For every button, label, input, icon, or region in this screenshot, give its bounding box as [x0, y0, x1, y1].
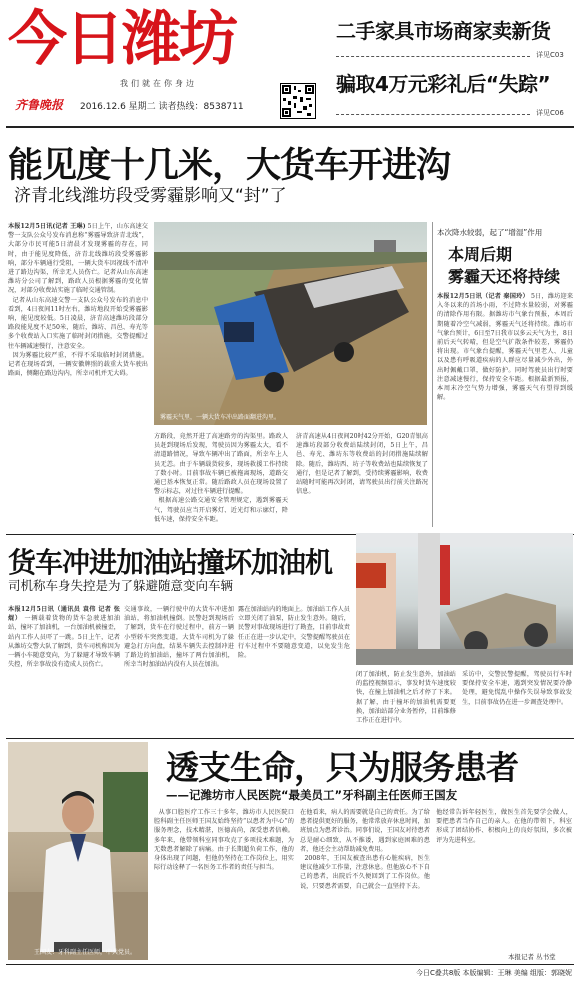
- story3-paragraph: 交通事故，一辆行驶中的大货车冲进加油站，将加油机撞倒。民警赶到现场后了解到，货车在行驶过程中，前方一辆小型轿车突然变道，大货车司机为了躲避急打方向盘，结果车辆失去控制冲进了路边的加油站，撞坏了两台加油机，所幸当时加油站内没有人员在加油。: [124, 606, 234, 669]
- story4-paragraph: 从事口腔医疗工作三十多年，潍坊市人民医院口腔科副主任医师王国友始终坚持“以患者为中心”的服务理念，技术精湛，医德高尚，深受患者信赖。多年来，他带领科室同事攻克了多项技术难题，为无数患者解除了病痛。由于长期超负荷工作，他的身体出现了问题，但他仍坚持在工作岗位上，用实际行动诠释了一名医务工作者的责任与担当。: [154, 809, 294, 872]
- date-line: 2016.12.6 星期二 读者热线：8538711: [80, 102, 244, 112]
- story2-column-divider: [432, 222, 433, 527]
- story3-body-col1: [8, 605, 120, 735]
- paper-name: 齐鲁晚报: [15, 98, 64, 112]
- story3-headline: 货车冲进加油站撞坏加油机: [8, 546, 333, 579]
- story4-body-col3: [436, 808, 572, 948]
- teaser-2-ref[interactable]: 详见C06: [536, 109, 564, 117]
- masthead-title: 今日潍坊: [8, 4, 237, 73]
- story2-paragraph: 5日，潍坊迎来入冬以来的首场小雨，不过降水量较弱，对雾霾的清除作用有限。据潍坊市气象台预报，本周后期随着冷空气减弱，雾霾天气还将持续。潍坊市气象台预计，6日至7日我市以多云天气为主，8日前后天气转晴，但是空气扩散条件较差，雾霾仍将出现。市气象台提醒，雾霾天气里老人、儿童以及患有呼吸道疾病的人群应尽量减少外出，外出时佩戴口罩，做好防护。同时驾驶员出行时要注意减速慢行，保持安全车距。根据最新预报，本周末冷空气势力增强，雾霾天气有望得到缓解。: [437, 293, 573, 402]
- story1-paragraph: 因为雾霾比较严重，不得不采取临时封闭措施。记者在现场看到，一辆安徽牌照的载重大货车驶出路面，侧翻在路边沟内，所幸司机并无大碍。: [8, 351, 148, 378]
- teaser-2[interactable]: 骗取4万元彩礼后“失踪”: [336, 72, 551, 96]
- teaser-1[interactable]: 二手家具市场商家卖新货: [336, 19, 551, 43]
- story4-body-col1: [154, 808, 294, 964]
- masthead-rule: [6, 126, 574, 128]
- story3-body-col5: [462, 670, 572, 735]
- story1-body-left: [8, 222, 148, 532]
- story4-photo-caption: 王国友：牙科副主任医师，中共党员。: [34, 949, 137, 956]
- story3-paragraph: 采访中，交警民警提醒，驾驶员行车时要保持安全车速，遇到突发情况要冷静处理，避免慌乱中操作失误导致事故发生，目前事故仍在进一步调查处理中。: [462, 671, 572, 706]
- story1-paragraph: 5日上午，山东高速交警一支队公众号发布消息称“雾霾导致济青北线”，大部分市民可能5日清晨才发现雾霾的存在，同时，由于能见度降低，济青北线潍坊段受雾霾影响，部分车辆通行受阻，一辆大货车因视线不清冲进了路边沟渠，所幸无人员伤亡。记者从山东高速潍坊分公司了解到，路政人员根据雾霾的变化情况，对部分收费站实施了临时交通管制。: [8, 223, 148, 295]
- footer-rule: [6, 964, 574, 965]
- story4-body-col2: [300, 808, 430, 964]
- footer-line: 今日C叠共8版 本版编辑：王琳 美编 组版：郭晓妮: [415, 969, 572, 977]
- story3-body-col4: [356, 670, 456, 735]
- section-rule-2: [6, 738, 574, 739]
- story2-kicker: 本次降水较弱，起了“增湿”作用: [437, 228, 543, 237]
- story4-byline-end: 本报记者 丛书堂: [508, 953, 556, 961]
- story2-headline-1: 本周后期: [448, 245, 513, 264]
- story2-byline: 本报12月5日讯（记者 秦国玲）: [437, 293, 529, 300]
- truck-photo: [154, 222, 427, 425]
- story1-paragraph: 方路段，竟然开进了高速路旁的沟渠里。路政人员赶到现场后发现，驾驶员因为雾霾太大，看不清道路情况，导致车辆冲出了路面，所幸车上人员无恙。由于车辆载货较多，现场救援工作持续了数小时。目前事故车辆已被拖离现场，道路交通已基本恢复正常。随后路政人员在现场设置了警示标志，对过往车辆进行提醒。: [154, 433, 288, 496]
- masthead: [0, 0, 580, 125]
- story2-body: [437, 292, 573, 528]
- story1-paragraph: 记者从山东高速交警一支队公众号发布的消息中看到，4日夜间11时左右，潍坊地段开始受雾霾影响，能见度较低。5日凌晨，济青高速潍坊段部分路段能见度不足50米，随后，潍坊、昌邑、寿光等多个收费站入口实施了临时封闭措施，交警提醒过往车辆减速慢行，注意安全。: [8, 296, 148, 350]
- story4-subhead: ——记潍坊市人民医院“最美员工”牙科副主任医师王国友: [166, 788, 458, 802]
- story4-paragraph: 他经常告诉年轻医生，做医生首先要学会做人，要把患者当作自己的亲人。在他的带领下，科室形成了团结协作、积极向上的良好氛围，多次被评为先进科室。: [436, 809, 572, 844]
- qr-code-icon: [281, 84, 315, 118]
- teaser-2-divider: [336, 114, 530, 115]
- masthead-slogan: 我们就在你身边: [120, 79, 197, 88]
- story4-headline: 透支生命，只为服务患者: [166, 748, 518, 787]
- teaser-1-divider: [336, 56, 530, 57]
- story3-paragraph: 一辆载着货物的货车急驶进加油站，撞坏了加油机，一台加油机被撞歪，站内工作人员吓了一跳。5日上午，记者从潍坊交警大队了解到，货车司机称因为一辆小车随意变向，为了躲避才导致车辆失控，所幸事故没有造成人员伤亡。: [8, 615, 120, 669]
- story1-subhead: 济青北线潍坊段受雾霾影响又“封”了: [14, 186, 287, 206]
- story1-photo-caption: 雾霾天气里，一辆大货车冲出路面翻进沟里。: [160, 414, 281, 421]
- story3-body-col3: [238, 605, 350, 735]
- story3-paragraph: 闭了加油机，防止发生意外，加油站的监控视频显示，事发时货车速度较快，在撞上加油机之后才停了下来。据了解，由于撞坏的加油机需要更换，加油站部分业务暂停，目前维修工作正在进行中。: [356, 671, 456, 725]
- story3-body-col2: [124, 605, 234, 735]
- story1-byline: 本报12月5日讯(记者 王琳): [8, 223, 86, 230]
- story4-paragraph: 在他看来，病人的需要就是自己的责任。为了给患者提供更好的服务，他常常放弃休息时间，加班加点为患者诊治。同事们说，王国友对待患者总是耐心细致，从不推诿，遇到家庭困难的患者，他还会主动帮助减免费用。: [300, 809, 430, 853]
- story1-paragraph: 根据高速公路交通安全管理规定，遇到雾霾天气，驾驶员应当开启雾灯、近光灯和示廓灯，降低车速，保持安全车距。: [154, 497, 288, 523]
- story1-paragraph: 济青高速从4日夜间20时42分开始，G20青银高速潍坊段部分收费站陆续封闭，5日上午，昌邑、寿光、潍坊东等收费站的封闭措施陆续解除。随后，潍坊西、坊子等收费站也陆续恢复了通行，但是记者了解到，受持续雾霾影响，收费站随时可能再次封闭，请驾驶员出行前关注路况信息。: [296, 433, 428, 496]
- teaser-1-ref[interactable]: 详见C03: [536, 51, 564, 59]
- story2-headline-2: 雾霾天还将持续: [448, 267, 561, 286]
- story4-paragraph: 2008年，王国友被查出患有心脏疾病，医生建议他减少工作量，注意休息。但他放心不下自己的患者，出院后不久便回到了工作岗位。他说，只要患者需要，自己就会一直坚持下去。: [300, 855, 430, 890]
- story3-paragraph: 露在加油站内的地面上。加油站工作人员立即关闭了油泵，防止发生意外。随后，民警对事故现场进行了勘查，目前事故责任正在进一步认定中，交警提醒驾驶员在行车过程中不要随意变道，以免发生危险。: [238, 606, 350, 660]
- story3-byline: 本报12月5日讯（通讯员 袁伟 记者 张焜）: [8, 606, 120, 623]
- story1-body-right: [296, 432, 428, 532]
- story1-headline: 能见度十几米，大货车开进沟: [8, 146, 451, 186]
- story1-body-mid: [154, 432, 288, 532]
- story3-subhead: 司机称车身失控是为了躲避随意变向车辆: [8, 578, 234, 593]
- gas-station-photo: [356, 533, 573, 665]
- doctor-photo: [8, 742, 148, 960]
